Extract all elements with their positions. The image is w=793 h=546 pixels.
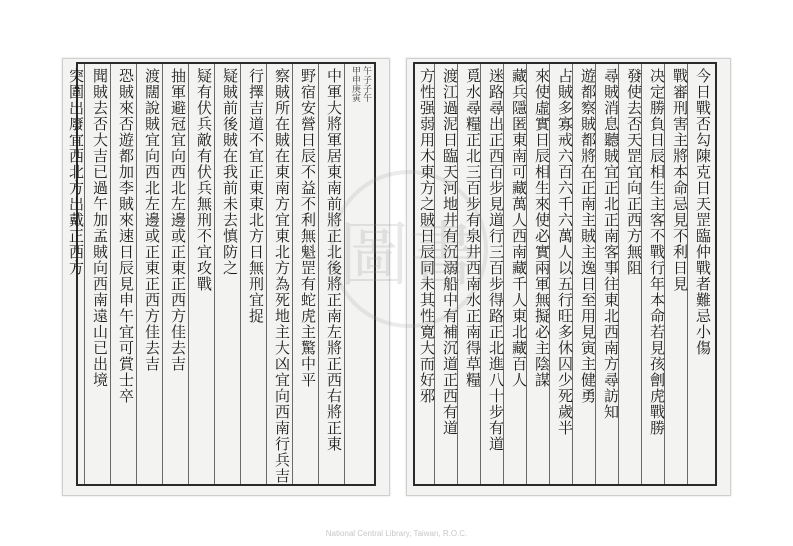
text-column-3: 决定勝負日辰相生主客不戰行年本命若見孩劊虎戰勝: [648, 68, 666, 436]
text-column-2: 野宿安營日辰不益不利無魁罡有蛇虎主驚中平: [299, 68, 317, 388]
text-column-4: 發使去否天罡宜向正西方無阻: [625, 68, 643, 276]
left-page: [62, 58, 390, 496]
text-column-6: 遊都察賊都將在正南主賊主逸日至用見寅主健勇: [579, 68, 597, 404]
left-page-frame: [67, 62, 376, 486]
text-column-12: 渡江過泥日臨天河地井有沉溺船中有補沉道正西有道: [441, 68, 459, 436]
header-small-a: 甲申庚寅: [350, 66, 360, 102]
column-rule: [110, 64, 111, 484]
text-column-1: 今日戰否勾陳克日天罡臨仲戰者難忌小傷: [694, 68, 712, 356]
text-column-7: 抽軍避冠宜向西北左邊或正東正西方佳去吉: [169, 68, 187, 372]
column-rule: [162, 64, 163, 484]
column-rule: [240, 64, 241, 484]
column-rule: [292, 64, 293, 484]
text-column-1: 中軍大將軍居東南前將正北後將正南左將正西右將正東: [325, 68, 343, 452]
text-column-13: 方性强弱用木東方之賊日辰同未其性寛大而好邪: [418, 68, 436, 404]
column-rule: [188, 64, 189, 484]
text-column-4: 行擇吉道不宜正東東北方日無刑宜捉: [247, 68, 265, 324]
text-column-9: 恐賊來否遊都加李賊來速日辰見申午宜可賞士卒: [117, 68, 135, 404]
right-page: [406, 58, 731, 496]
text-column-5: 尋賊消息聽賊宜正北正南客事往東北西南方尋訪知: [602, 68, 620, 420]
text-column-11: 突圍出廢宜西北方出戴正西方: [67, 68, 85, 276]
seal-text: 圖書: [339, 213, 479, 296]
text-column-9: 藏兵隱匿東南可藏萬人西南藏千人東北藏百人: [510, 68, 528, 388]
column-rule: [214, 64, 215, 484]
library-caption: National Central Library, Taiwan, R.O.C.: [325, 529, 468, 538]
text-column-10: 迷路尋出正西百步見道行三百步得路正北進八十步有道: [487, 68, 505, 452]
right-page-frame: [413, 62, 717, 486]
text-column-5: 疑賊前後賊在我前未去慎防之: [221, 68, 239, 276]
column-rule: [318, 64, 319, 484]
column-rule: [344, 64, 345, 484]
text-column-2: 戰審刑害主將本命忌見不利日見: [671, 68, 689, 292]
header-small-b: 午子子午: [361, 66, 371, 102]
column-rule: [136, 64, 137, 484]
text-column-8: 來使虛實日辰相生來使必實兩軍無擬必主陰謀: [533, 68, 551, 388]
text-column-6: 疑有伏兵敵有伏兵無刑不宜攻戰: [195, 68, 213, 292]
text-column-3: 察賊所在賊在東南方宜東北方為死地主大凶宜向西南行兵吉: [273, 68, 291, 484]
text-column-11: 覓水尋糧正北三百步有泉井西南水正南得草糧: [464, 68, 482, 388]
column-rule: [266, 64, 267, 484]
text-column-10: 聞賊去否大吉已過午加孟賊向西南遠山已出境: [91, 68, 109, 388]
text-column-7: 占賊多寡戒六百六千六萬人以五行旺多休囚少死歲半: [556, 68, 574, 436]
text-column-8: 渡闊說賊宜向西北左邊或正東正西方佳去吉: [143, 68, 161, 372]
